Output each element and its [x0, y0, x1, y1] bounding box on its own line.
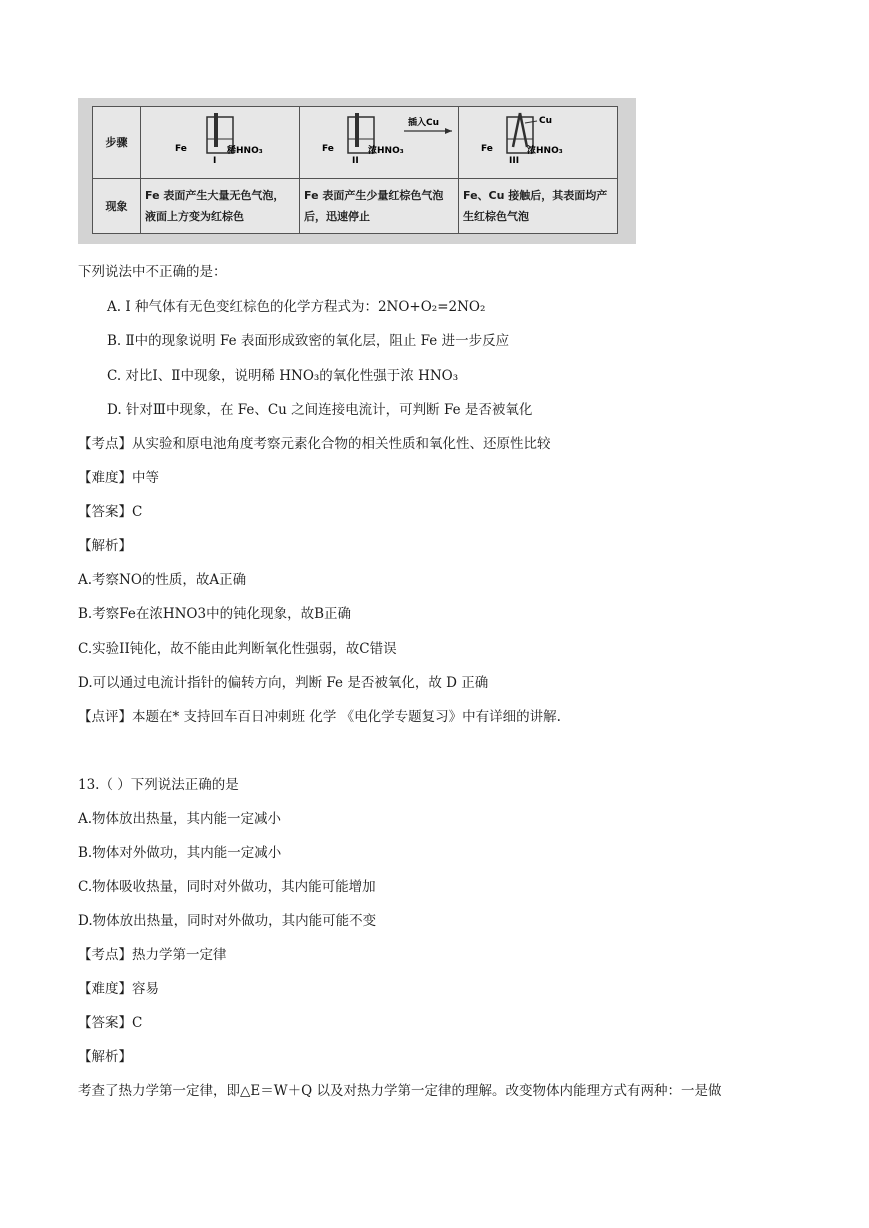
- observation-2: Fe 表面产生少量红棕色气泡后，迅速停止: [300, 179, 459, 234]
- step-1-fe-label: Fe: [175, 144, 187, 154]
- step-2-acid-label: 浓HNO₃: [368, 146, 404, 156]
- text-line: A.物体放出热量，其内能一定减小: [78, 811, 282, 827]
- step-3-fe-label: Fe: [481, 144, 493, 154]
- step-3-cu-label: Cu: [539, 116, 553, 126]
- step-2-fe-label: Fe: [322, 144, 334, 154]
- step-3-acid-label: 浓HNO₃: [527, 146, 563, 156]
- row-header-observation: 现象: [93, 179, 141, 234]
- text-line: C. 对比Ⅰ、Ⅱ中现象，说明稀 HNO₃的氧化性强于浓 HNO₃: [107, 368, 459, 384]
- step-3-cell: [459, 107, 618, 179]
- text-line: 【答案】C: [78, 1015, 143, 1031]
- text-line: B.考察Fe在浓HNO3中的钝化现象，故B正确: [78, 606, 351, 622]
- step-1-roman: I: [213, 156, 217, 166]
- experiment-table: [92, 106, 618, 234]
- text-line: 【难度】中等: [78, 470, 159, 486]
- beaker-1-diagram: [145, 109, 295, 169]
- step-1-acid-label: 稀HNO₃: [227, 146, 263, 156]
- text-line: 下列说法中不正确的是：: [78, 264, 227, 280]
- text-line: 【解析】: [78, 538, 132, 554]
- text-line: D. 针对Ⅲ中现象，在 Fe、Cu 之间连接电流计，可判断 Fe 是否被氧化: [107, 402, 533, 418]
- text-line: 考查了热力学第一定律，即△E＝W＋Q 以及对热力学第一定律的理解。改变物体内能理方式有两种：一是做: [78, 1083, 722, 1099]
- beaker-2-diagram: [304, 109, 454, 169]
- text-line: B. Ⅱ中的现象说明 Fe 表面形成致密的氧化层，阻止 Fe 进一步反应: [107, 333, 510, 349]
- experiment-table-photo: [78, 98, 636, 244]
- text-line: B.物体对外做功，其内能一定减小: [78, 845, 282, 861]
- step-2-roman: II: [352, 156, 359, 166]
- row-header-steps: 步骤: [93, 107, 141, 179]
- text-line: 【考点】从实验和原电池角度考察元素化合物的相关性质和氧化性、还原性比较: [78, 436, 551, 452]
- step-2-cell: [300, 107, 459, 179]
- text-line: C.物体吸收热量，同时对外做功，其内能可能增加: [78, 879, 376, 895]
- observation-1: Fe 表面产生大量无色气泡，液面上方变为红棕色: [141, 179, 300, 234]
- text-line: A.考察NO的性质，故A正确: [78, 572, 247, 588]
- step-2-arrow-label: 插入Cu: [408, 118, 440, 128]
- text-line: 【解析】: [78, 1049, 132, 1065]
- step-3-roman: III: [509, 156, 520, 166]
- text-line: 【答案】C: [78, 504, 143, 520]
- observation-3: Fe、Cu 接触后，其表面均产生红棕色气泡: [459, 179, 618, 234]
- text-line: D.可以通过电流计指针的偏转方向，判断 Fe 是否被氧化，故 D 正确: [78, 675, 489, 691]
- step-1-cell: [141, 107, 300, 179]
- text-line: D.物体放出热量，同时对外做功，其内能可能不变: [78, 913, 377, 929]
- text-line: 13.（ ）下列说法正确的是: [78, 777, 239, 793]
- beaker-3-diagram: [463, 109, 613, 169]
- text-line: 【考点】热力学第一定律: [78, 947, 227, 963]
- text-line: 【点评】本题在* 支持回车百日冲刺班 化学 《电化学专题复习》中有详细的讲解.: [78, 709, 561, 725]
- text-line: 【难度】容易: [78, 981, 159, 997]
- text-line: C.实验II钝化，故不能由此判断氧化性强弱，故C错误: [78, 641, 397, 657]
- text-line: A. Ⅰ 种气体有无色变红棕色的化学方程式为：2NO+O₂=2NO₂: [107, 299, 486, 315]
